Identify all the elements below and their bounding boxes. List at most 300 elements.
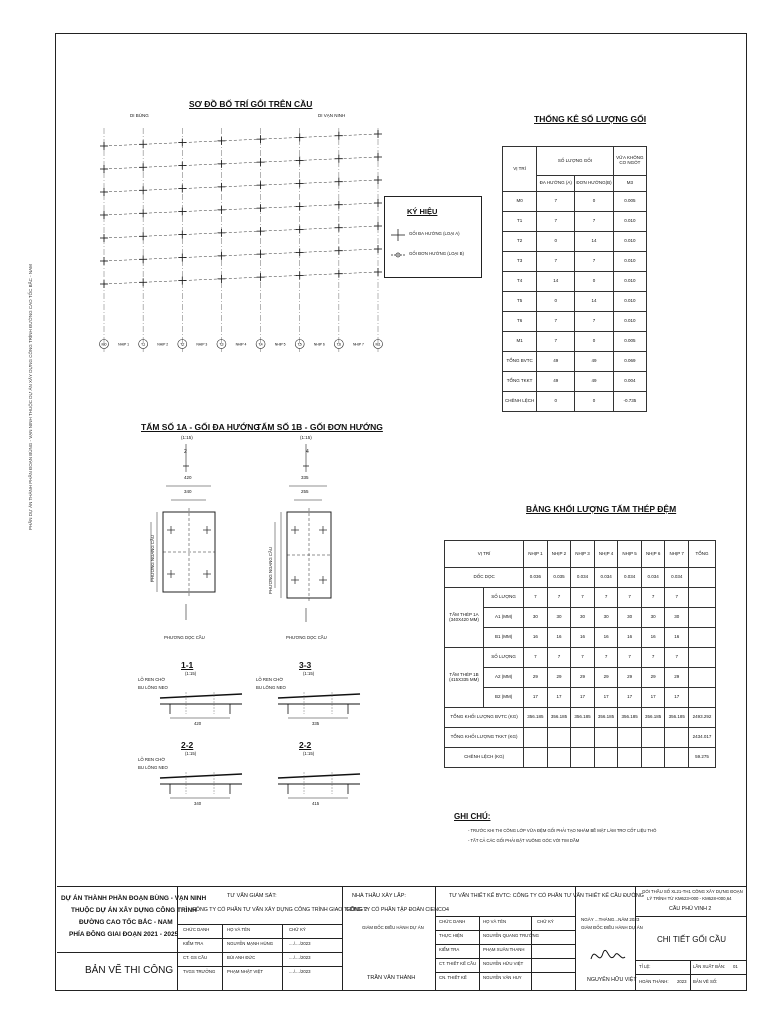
designer-cell: HỌ VÀ TÊN	[483, 919, 507, 924]
designer-cell: CHỨC DANH	[439, 919, 466, 924]
axis-label: T3	[219, 342, 224, 347]
steel-cell: 0.034	[618, 568, 642, 588]
project-line-4: PHÍA ĐÔNG GIAI ĐOẠN 2021 - 2025	[69, 931, 179, 938]
drawing-no-label: BẢN VẼ SỐ:	[693, 979, 718, 984]
bearing-mark	[100, 234, 108, 242]
bearing-mark	[100, 142, 108, 150]
bearing-mark	[374, 222, 382, 230]
bearing-mark	[335, 155, 343, 163]
layout-title: SƠ ĐỒ BỐ TRÍ GỐI TRÊN CẦU	[189, 99, 313, 109]
stats-row	[503, 272, 647, 292]
contractor-role: GIÁM ĐỐC ĐIỀU HÀNH DỰ ÁN	[362, 925, 424, 930]
steel-row	[445, 708, 716, 728]
stats-cell: 0	[537, 392, 575, 412]
designer-cell: CT. THIẾT KẾ CẦU	[439, 961, 477, 966]
steel-header-cell: NHỊP 3	[571, 541, 595, 568]
steel-cell: 7	[547, 648, 571, 668]
plate-1a-drawing	[141, 442, 251, 622]
section-drawing	[274, 770, 364, 802]
stats-cell: T5	[503, 292, 537, 312]
section-note-1: LỖ REN CHỜ	[138, 677, 166, 682]
plate-1b-side-label: PHƯƠNG NGANG CẦU	[268, 547, 273, 594]
supervisor-cell: PHẠM NHẬT VIỆT	[227, 969, 263, 974]
plate-1b-scale: (1:15)	[300, 435, 312, 440]
steel-cell: 30	[571, 608, 595, 628]
steel-cell: 16	[571, 628, 595, 648]
stats-cell: 14	[575, 232, 613, 252]
steel-cell: 17	[665, 688, 689, 708]
axis-label: NHỊP 2	[157, 342, 169, 347]
bearing-mark	[100, 165, 108, 173]
stats-row	[503, 312, 647, 332]
steel-cell: 29	[665, 668, 689, 688]
bearing-mark	[100, 211, 108, 219]
stats-row	[503, 232, 647, 252]
bearing-mark	[178, 185, 186, 193]
legend-item-a: GỐI ĐA HƯỚNG (LOẠI A)	[409, 231, 460, 236]
axis-label: T1	[141, 342, 146, 347]
stats-cell: 0.004	[613, 372, 646, 392]
bearing-mark	[100, 257, 108, 265]
bearing-mark	[374, 245, 382, 253]
steel-cell	[688, 648, 715, 668]
package-line-1: GÓI THẦU SỐ XL21-TH1 CÔNG XÂY DỰNG ĐOẠN	[642, 889, 743, 894]
supervisor-cell: CHỮ KÝ	[289, 927, 306, 932]
steel-header-cell: NHỊP 6	[641, 541, 665, 568]
note-line-2: - TẤT CẢ CÁC GỐI PHẢI ĐẶT VUÔNG GÓC VỚI TIM DẦM	[468, 838, 580, 843]
steel-cell: 30	[618, 608, 642, 628]
stats-cell: T3	[503, 252, 537, 272]
steel-cell: 17	[571, 688, 595, 708]
stats-cell: 0.010	[613, 272, 646, 292]
steel-cell: 7	[594, 588, 618, 608]
designer-cell: THỰC HIỆN	[439, 933, 463, 938]
bearing-mark	[100, 280, 108, 288]
steel-cell: 356.185	[547, 708, 571, 728]
legend-title: KÝ HIỆU	[407, 207, 438, 216]
section-view	[254, 654, 374, 732]
section-dim: 415	[312, 801, 320, 806]
section-note-1: LỖ REN CHỜ	[256, 677, 284, 682]
supervisor-cell: ..../..../2023	[289, 955, 311, 960]
stats-cell: TỔNG BVTC	[503, 352, 537, 372]
plate-1a-title: TẤM SỐ 1A - GỐI ĐA HƯỚNG	[141, 422, 260, 432]
steel-header-cell: TỔNG	[688, 541, 715, 568]
designer-title: TƯ VẤN THIẾT KẾ BVTC: CÔNG TY CỔ PHẦN TƯ VẤN THIẾT KẾ CẦU ĐƯỜNG	[449, 893, 644, 899]
steel-header-row	[445, 541, 716, 568]
bearing-mark	[178, 231, 186, 239]
designer-cell: PHẠM XUÂN THANH	[483, 947, 525, 952]
steel-cell: 16	[524, 628, 548, 648]
steel-row	[445, 748, 716, 768]
project-line-3: ĐƯỜNG CAO TỐC BẮC - NAM	[79, 919, 173, 926]
bearing-mark	[335, 178, 343, 186]
bearing-mark	[257, 273, 265, 281]
plate-1b-drawing	[261, 442, 371, 622]
steel-cell: 29	[641, 668, 665, 688]
bearing-mark	[374, 153, 382, 161]
bearing-mark	[139, 140, 147, 148]
bearing-mark	[217, 229, 225, 237]
bearing-mark	[178, 254, 186, 262]
steel-cell: 7	[641, 588, 665, 608]
designer-cell: NGUYỄN VĂN HUY	[483, 975, 522, 980]
plate-1b-dim-outer: 335	[301, 475, 309, 480]
stats-row	[503, 372, 647, 392]
steel-cell: 7	[547, 588, 571, 608]
steel-row	[445, 568, 716, 588]
supervisor-cell: ..../..../2023	[289, 941, 311, 946]
axis-label: M0	[101, 342, 107, 347]
stats-cell: 0.005	[613, 332, 646, 352]
steel-cell: 16	[665, 628, 689, 648]
bearing-mark	[335, 132, 343, 140]
steel-cell	[641, 748, 665, 768]
steel-cell: 7	[618, 648, 642, 668]
steel-cell: 16	[618, 628, 642, 648]
steel-cell: 7	[618, 588, 642, 608]
stats-cell: 0	[575, 272, 613, 292]
steel-cell: SỐ LƯỢNG	[484, 648, 524, 668]
director-signature	[587, 941, 627, 971]
stats-h-unit: M3	[613, 176, 646, 192]
design-director-name: NGUYỄN HỮU VIỆT	[587, 977, 637, 983]
plate-1a-bottom-label: PHƯƠNG DỌC CẦU	[164, 635, 205, 640]
section-scale: (1:15)	[185, 751, 197, 756]
supervisor-cell: ..../..../2023	[289, 969, 311, 974]
stats-title: THỐNG KÊ SỐ LƯỢNG GỐI	[534, 114, 647, 124]
stats-cell: M1	[503, 332, 537, 352]
steel-row	[445, 688, 716, 708]
stats-cell: 7	[575, 212, 613, 232]
stats-table	[502, 146, 647, 412]
date-label: HOÀN THÀNH:	[639, 979, 669, 984]
bearing-layout-diagram	[96, 126, 386, 356]
steel-header-cell: NHỊP 4	[594, 541, 618, 568]
steel-cell	[571, 728, 595, 748]
axis-label: T6	[336, 342, 341, 347]
stats-h-qty: SỐ LƯỢNG GỐI	[537, 147, 613, 176]
stats-h-a: ĐA HƯỚNG (A)	[537, 176, 575, 192]
stats-cell: 7	[575, 252, 613, 272]
steel-cell: 17	[547, 688, 571, 708]
stats-cell: 7	[537, 312, 575, 332]
bridge-name: CẦU PHÚ VINH 2	[669, 906, 712, 912]
section-note-2: BU LÔNG NEO	[256, 685, 286, 690]
steel-cell	[594, 728, 618, 748]
designer-cell: KIỂM TRA	[439, 947, 460, 952]
steel-cell	[688, 688, 715, 708]
supervisor-cell: TVGS TRƯỞNG	[183, 969, 216, 974]
steel-cell: CHÊNH LỆCH (KG)	[445, 748, 524, 768]
bearing-mark	[296, 271, 304, 279]
bearing-mark	[257, 250, 265, 258]
bearing-mark	[335, 224, 343, 232]
stats-cell: 7	[537, 212, 575, 232]
sheet-label: LẦN XUẤT BẢN:	[693, 964, 726, 969]
stats-cell: -0.735	[613, 392, 646, 412]
bearing-mark	[217, 252, 225, 260]
project-line-1: DỰ ÁN THÀNH PHẦN ĐOẠN BÙNG - VẠN NINH	[61, 895, 207, 902]
stats-cell: 49	[537, 372, 575, 392]
side-note: PHẦN DỰ ÁN THÀNH PHẦN ĐOẠN BÙNG - VẠN NINH THUỘC DỰ ÁN XÂY DỰNG CÔNG TRÌNH ĐƯỜNG CAO TỐC BẮC - NAM	[28, 264, 33, 530]
steel-cell: 30	[641, 608, 665, 628]
bearing-mark	[178, 277, 186, 285]
note-line-1: - TRƯỚC KHI THI CÔNG LỚP VỮA ĐỆM GỐI PHẢI TẠO NHÁM BỀ MẶT LÀM TRƠ CỐT LIỆU THÔ	[468, 828, 657, 833]
steel-cell	[641, 728, 665, 748]
steel-cell: 2493.292	[688, 708, 715, 728]
contractor-signer: TRẦN VĂN THÀNH	[367, 975, 416, 981]
stats-cell: 0	[537, 292, 575, 312]
stats-cell: T1	[503, 212, 537, 232]
steel-header-cell: NHỊP 2	[547, 541, 571, 568]
steel-cell: A2 (MM)	[484, 668, 524, 688]
bearing-mark	[217, 183, 225, 191]
steel-cell: 16	[547, 628, 571, 648]
section-dim: 340	[194, 801, 202, 806]
design-director: GIÁM ĐỐC ĐIỀU HÀNH DỰ ÁN	[581, 925, 643, 930]
steel-cell	[688, 608, 715, 628]
stats-cell: 0	[575, 332, 613, 352]
stats-cell: 0.010	[613, 312, 646, 332]
steel-cell: 29	[524, 668, 548, 688]
scale-label: TỈ LỆ:	[639, 964, 651, 969]
axis-label: T2	[180, 342, 185, 347]
steel-cell	[547, 728, 571, 748]
bearing-mark	[374, 130, 382, 138]
section-id: 3-3	[299, 660, 312, 670]
designer-cell: CHỮ KÝ	[537, 919, 554, 924]
designer-cell: NGUYỄN HỮU VIỆT	[483, 961, 524, 966]
plate-1b-bottom-label: PHƯƠNG DỌC CẦU	[286, 635, 327, 640]
steel-cell: 30	[594, 608, 618, 628]
bearing-mark	[217, 160, 225, 168]
stats-cell: 0	[537, 232, 575, 252]
bearing-mark	[296, 179, 304, 187]
section-dim: 335	[312, 721, 320, 726]
steel-row	[445, 728, 716, 748]
bearing-mark	[257, 135, 265, 143]
steel-cell	[594, 748, 618, 768]
steel-cell	[618, 728, 642, 748]
notes-title: GHI CHÚ:	[454, 812, 491, 821]
steel-cell: 0.034	[571, 568, 595, 588]
steel-cell: 0.036	[524, 568, 548, 588]
section-scale: (1:15)	[185, 671, 197, 676]
section-dim: 420	[194, 721, 202, 726]
plate-1b-title: TẤM SỐ 1B - GỐI ĐƠN HƯỚNG	[256, 422, 383, 432]
steel-cell: A1 (MM)	[484, 608, 524, 628]
section-scale: (1:15)	[303, 751, 315, 756]
bearing-mark	[178, 162, 186, 170]
plate-1b-dim-inner: 255	[301, 489, 309, 494]
bearing-mark	[335, 247, 343, 255]
steel-cell: 0.034	[641, 568, 665, 588]
stats-row	[503, 392, 647, 412]
stats-row	[503, 252, 647, 272]
bearing-mark	[374, 199, 382, 207]
bearing-mark	[139, 209, 147, 217]
stats-cell: T2	[503, 232, 537, 252]
steel-cell: 17	[524, 688, 548, 708]
steel-cell: DỐC DỌC	[445, 568, 524, 588]
steel-cell: TỔNG KHỐI LƯỢNG BVTC (KG)	[445, 708, 524, 728]
contractor-name: CÔNG TY CỔ PHẦN TẬP ĐOÀN CIENCO4	[346, 907, 449, 913]
supervisor-cell: BÙI ANH ĐỨC	[227, 955, 256, 960]
stats-cell: 7	[537, 332, 575, 352]
steel-cell: 7	[665, 588, 689, 608]
bearing-mark	[217, 206, 225, 214]
steel-cell: 59.275	[688, 748, 715, 768]
bearing-mark	[178, 208, 186, 216]
steel-cell	[524, 728, 548, 748]
steel-cell: 30	[665, 608, 689, 628]
package-line-2: LÝ TRÌNH TỪ KM623+000 - KM628+000,64	[647, 896, 732, 901]
stats-cell: 49	[537, 352, 575, 372]
bearing-mark	[217, 275, 225, 283]
steel-cell: 30	[547, 608, 571, 628]
steel-cell: 7	[665, 648, 689, 668]
bearing-mark	[296, 133, 304, 141]
stats-h-pos: VỊ TRÍ	[503, 147, 537, 192]
steel-cell	[571, 748, 595, 768]
supervisor-cell: CHỨC DANH	[183, 927, 210, 932]
axis-label: NHỊP 6	[313, 342, 325, 347]
steel-cell: 356.185	[524, 708, 548, 728]
supervisor-cell: CT. GS CẦU	[183, 955, 208, 960]
steel-cell: 356.185	[594, 708, 618, 728]
date-value: 2023	[677, 979, 687, 984]
steel-table	[444, 540, 716, 768]
stats-cell: 7	[575, 312, 613, 332]
stats-row	[503, 332, 647, 352]
supervisor-cell: KIỂM TRA	[183, 941, 204, 946]
left-end-label: DI BÙNG	[130, 113, 149, 118]
steel-cell: B1 (MM)	[484, 628, 524, 648]
bearing-mark	[335, 270, 343, 278]
steel-cell	[688, 588, 715, 608]
axis-label: NHỊP 1	[118, 342, 130, 347]
design-date: NGÀY ...THÁNG...NĂM 2023	[581, 917, 640, 922]
stats-cell: 49	[575, 372, 613, 392]
stats-h-b: ĐƠN HƯỚNG(B)	[575, 176, 613, 192]
steel-header-cell: NHỊP 1	[524, 541, 548, 568]
plate-1b-mark: 4	[306, 449, 309, 455]
stats-cell: 0.010	[613, 292, 646, 312]
supervisor-cell: NGUYỄN MẠNH HÙNG	[227, 941, 274, 946]
section-drawing	[156, 770, 246, 802]
bearing-mark	[139, 232, 147, 240]
stats-cell: 0.005	[613, 192, 646, 212]
steel-cell	[688, 668, 715, 688]
steel-group-cell: TẤM THÉP 1A (340X420 MM)	[445, 588, 484, 648]
bearing-mark	[374, 268, 382, 276]
steel-cell: 0.034	[665, 568, 689, 588]
plate-1a-dim-inner: 340	[184, 489, 192, 494]
designer-cell: CN. THIẾT KẾ	[439, 975, 467, 980]
steel-cell	[547, 748, 571, 768]
plate-1a-dim-outer: 420	[184, 475, 192, 480]
stats-cell: T4	[503, 272, 537, 292]
stats-cell: 14	[575, 292, 613, 312]
section-drawing	[274, 690, 364, 722]
steel-cell: 7	[524, 648, 548, 668]
bearing-mark	[335, 201, 343, 209]
axis-label: NHỊP 7	[352, 342, 364, 347]
steel-cell	[524, 748, 548, 768]
bearing-mark	[178, 139, 186, 147]
sheet-value: 01	[733, 964, 738, 969]
stats-cell: 0.010	[613, 212, 646, 232]
stats-row	[503, 212, 647, 232]
bearing-mark	[296, 156, 304, 164]
steel-title: BẢNG KHỐI LƯỢNG TẤM THÉP ĐỆM	[526, 504, 677, 514]
supervisor-name: CÔNG TY CỔ PHẦN TƯ VẤN XÂY DỰNG CÔNG TRÌNH GIAO THÔNG 2	[192, 907, 368, 913]
steel-cell: 17	[594, 688, 618, 708]
bearing-mark	[139, 163, 147, 171]
steel-cell: 356.185	[641, 708, 665, 728]
steel-cell	[665, 748, 689, 768]
stats-cell: CHÊNH LỆCH	[503, 392, 537, 412]
bearing-mark	[257, 227, 265, 235]
bearing-mark	[100, 188, 108, 196]
project-line-2: THUỘC DỰ ÁN XÂY DỰNG CÔNG TRÌNH	[71, 907, 197, 914]
plate-1a-side-label: PHƯƠNG NGANG CẦU	[150, 535, 155, 582]
section-id: 1-1	[181, 660, 194, 670]
bearing-mark	[217, 137, 225, 145]
bearing-mark	[139, 255, 147, 263]
steel-cell: SỐ LƯỢNG	[484, 588, 524, 608]
steel-cell: 7	[641, 648, 665, 668]
steel-cell: 356.185	[618, 708, 642, 728]
section-view	[136, 734, 256, 812]
stats-cell: M0	[503, 192, 537, 212]
steel-cell: 7	[571, 648, 595, 668]
steel-row	[445, 588, 716, 608]
steel-header-cell: NHỊP 7	[665, 541, 689, 568]
bearing-mark	[296, 202, 304, 210]
stats-h-mortar: VỮA KHÔNG CO NGÓT	[613, 147, 646, 176]
steel-row	[445, 608, 716, 628]
stats-cell: 0.010	[613, 232, 646, 252]
stats-cell: 49	[575, 352, 613, 372]
drawing-name: CHI TIẾT GỐI CẦU	[657, 935, 727, 944]
title-block	[57, 886, 746, 990]
steel-cell: 7	[594, 648, 618, 668]
steel-header-cell: NHỊP 5	[618, 541, 642, 568]
steel-cell: 356.185	[665, 708, 689, 728]
steel-cell: B2 (MM)	[484, 688, 524, 708]
stats-cell: 0	[575, 192, 613, 212]
stats-cell: 7	[537, 192, 575, 212]
stage-label: BẢN VẼ THI CÔNG	[85, 965, 174, 976]
stats-row	[503, 192, 647, 212]
axis-label: T4	[258, 342, 263, 347]
steel-cell: 17	[618, 688, 642, 708]
stats-cell: 7	[537, 252, 575, 272]
bearing-mark	[296, 248, 304, 256]
drawing-sheet	[55, 33, 747, 991]
steel-cell: 16	[594, 628, 618, 648]
section-id: 2-2	[299, 740, 312, 750]
contractor-title: NHÀ THẦU XÂY LẮP:	[352, 893, 406, 899]
legend-item-b: GỐI ĐƠN HƯỚNG (LOẠI B)	[409, 251, 464, 256]
steel-cell: 7	[524, 588, 548, 608]
steel-cell: 356.185	[571, 708, 595, 728]
legend-box	[384, 196, 482, 278]
steel-cell: 16	[641, 628, 665, 648]
section-scale: (1:15)	[303, 671, 315, 676]
